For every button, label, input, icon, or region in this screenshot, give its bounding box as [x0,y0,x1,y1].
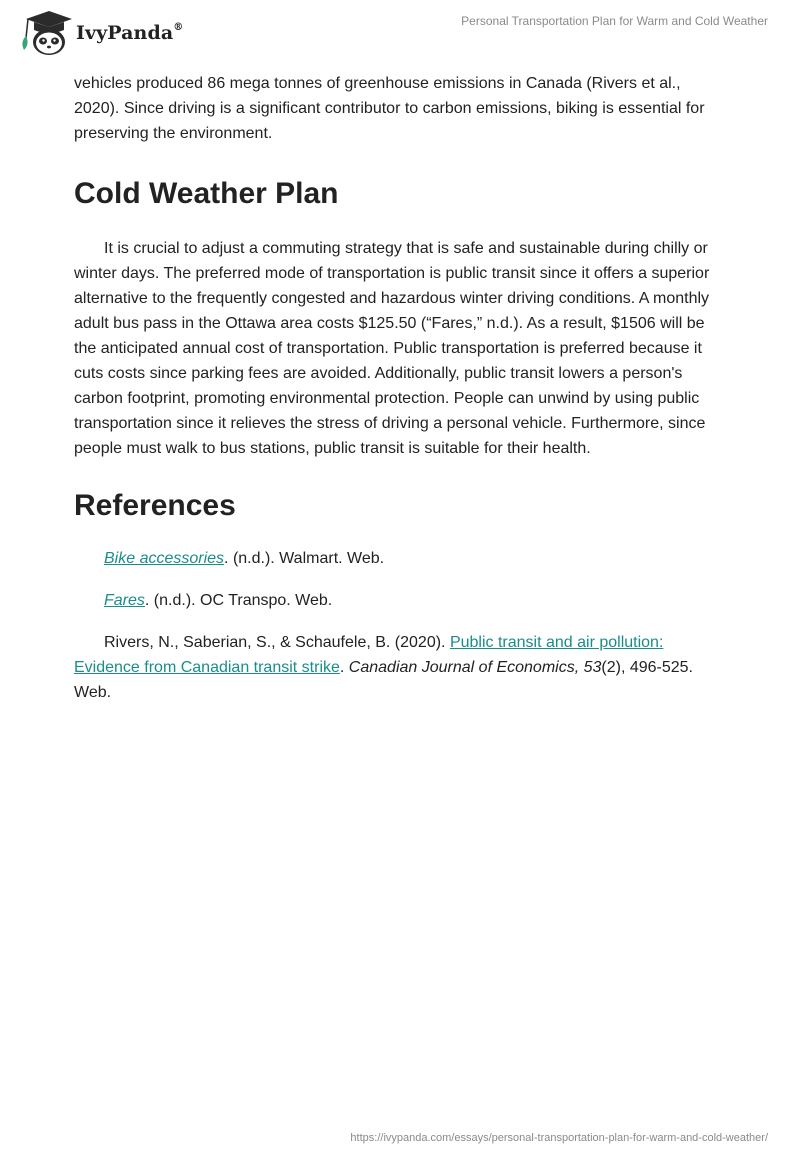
intro-paragraph: vehicles produced 86 mega tonnes of greenhouse emissions in Canada (Rivers et al., 2020). Since driving is a significant contributor to carbon emissions, biking is essential for preserving the environment. [74,75,705,142]
document-title: Personal Transportation Plan for Warm and Cold Weather [461,14,768,28]
reference-item [74,630,726,705]
reference-item [74,546,726,571]
cold-weather-paragraph: It is crucial to adjust a commuting strategy that is safe and sustainable during chilly or winter days. The preferred mode of transportation is public transit since it offers a superior alternative to the frequently congested and hazardous winter driving conditions. A monthly adult bus pass in the Ottawa area costs $125.50 (“Fares,” n.d.). As a result, $1506 will be the anticipated annual cost of transportation. Public transportation is preferred because it cuts costs since parking fees are avoided. Additionally, public transit lowers a person's carbon footprint, promoting environmental protection. People can unwind by using public transportation since it relieves the stress of driving a personal vehicle. Furthermore, since people must walk to bus stations, public transit is suitable for their health. [74,240,710,457]
reference-separator: . [339,659,349,676]
reference-link-public-transit[interactable]: Public transit and air pollution: Evidence from Canadian transit strike [74,634,664,676]
panda-graduate-icon [16,8,72,56]
reference-link-fares[interactable]: Fares [104,592,145,609]
reference-link-bike-accessories[interactable]: Bike accessories [104,550,225,567]
brand-name: IvyPanda® [76,21,184,44]
reference-text: . (n.d.). OC Transpo. Web. [144,592,333,609]
page-header [0,0,800,64]
reference-text: . (n.d.). Walmart. Web. [224,550,385,567]
reference-item [74,588,726,613]
footer-url: https://ivypanda.com/essays/personal-transportation-plan-for-warm-and-cold-weather/ [350,1132,768,1144]
brand-logo[interactable] [16,8,183,56]
reference-authors: Rivers, N., Saberian, S., & Schaufele, B. (2020). [104,634,450,651]
cold-weather-heading: Cold Weather Plan [74,177,339,210]
references-heading: References [74,489,236,522]
reference-journal: Canadian Journal of Economics, 53 [348,659,602,676]
reference-text: (2), 496-525. Web. [74,659,693,701]
essay-content [74,71,726,722]
